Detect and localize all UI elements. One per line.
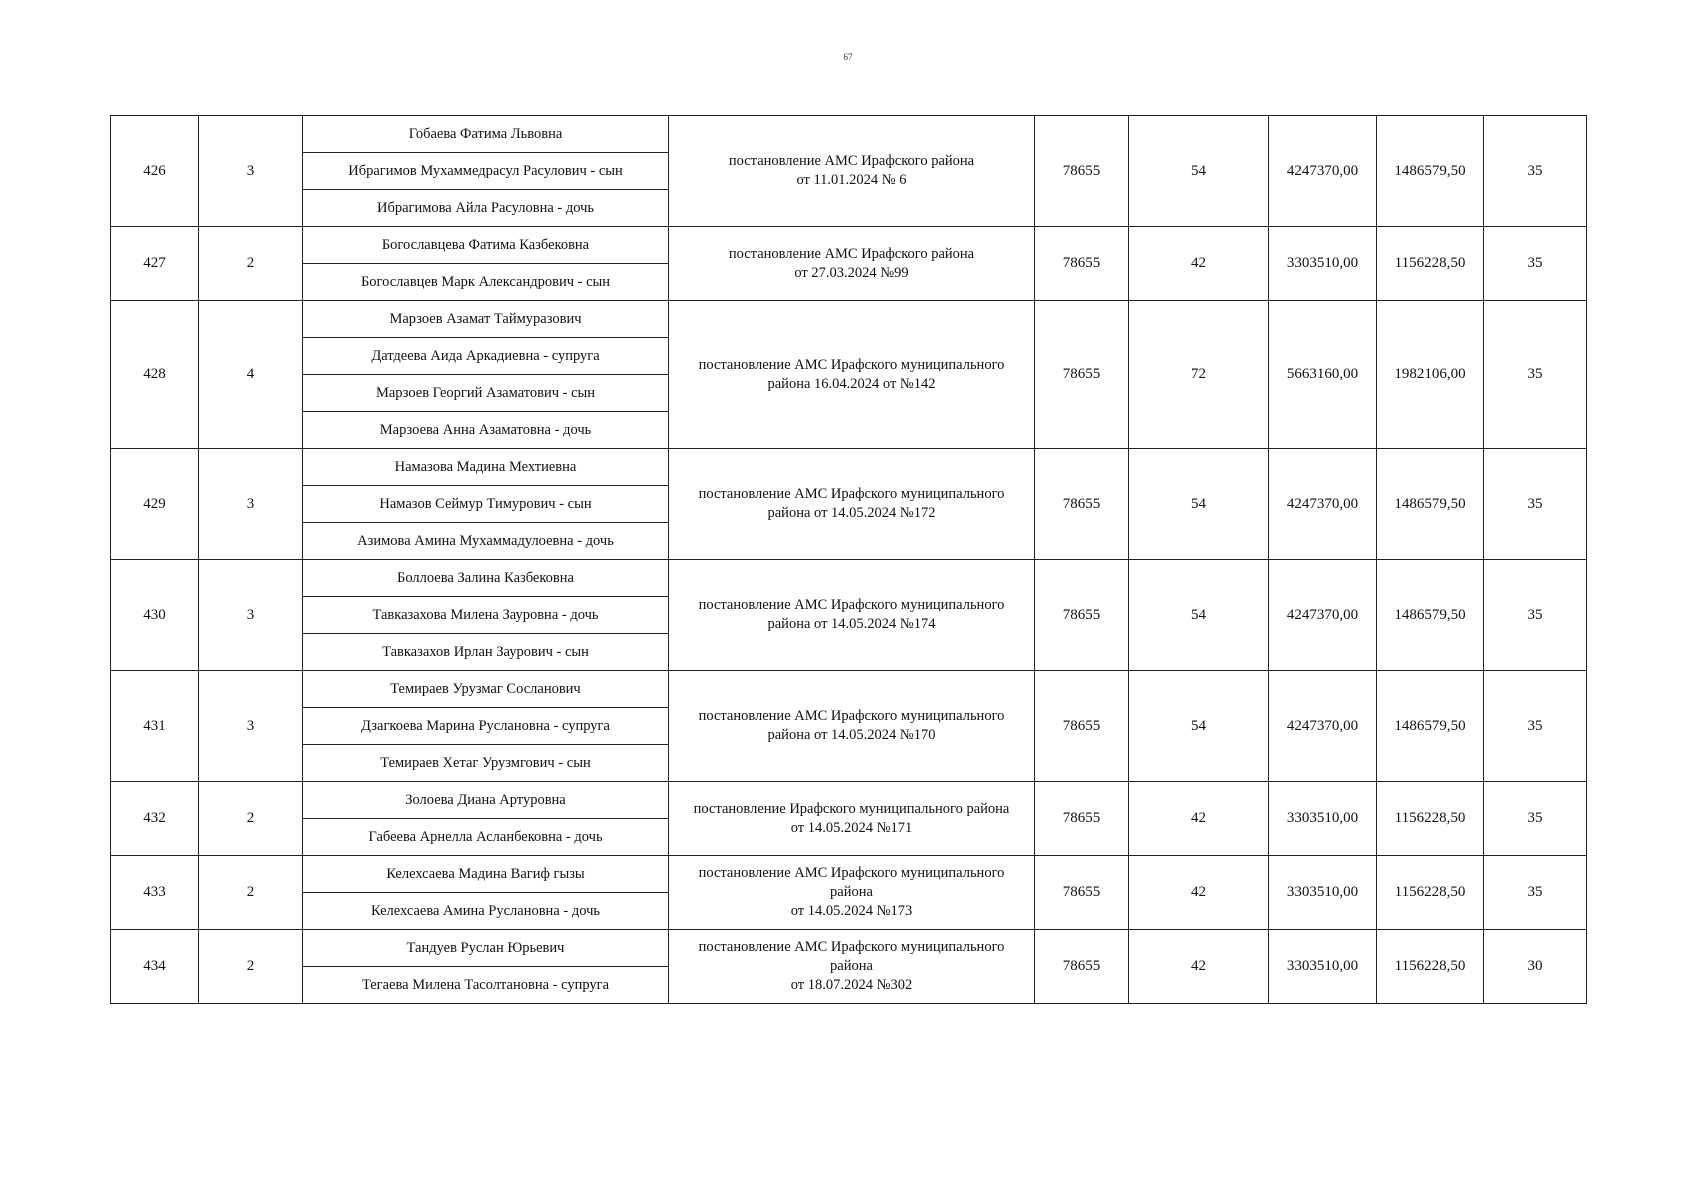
percent-cell: 35 — [1484, 227, 1587, 301]
norm-cost-cell: 78655 — [1035, 560, 1129, 671]
percent-cell: 30 — [1484, 930, 1587, 1004]
total-cost-cell: 3303510,00 — [1269, 856, 1377, 930]
family-size-cell: 3 — [199, 560, 303, 671]
registry-body — [111, 116, 1587, 1004]
page-number: 67 — [843, 52, 853, 62]
subsidy-cell: 1486579,50 — [1377, 560, 1484, 671]
area-cell: 42 — [1129, 930, 1269, 1004]
norm-cost-cell: 78655 — [1035, 782, 1129, 856]
percent-cell: 35 — [1484, 301, 1587, 449]
decree-cell: постановление АМС Ирафского района от 11.01.2024 № 6 — [669, 116, 1035, 227]
family-member-cell: Келехсаева Мадина Вагиф гызы — [303, 856, 669, 893]
family-member-cell: Ибрагимова Айла Расуловна - дочь — [303, 190, 669, 227]
area-cell: 42 — [1129, 227, 1269, 301]
row-number-cell: 433 — [111, 856, 199, 930]
percent-cell: 35 — [1484, 449, 1587, 560]
decree-cell: постановление АМС Ирафского муниципального района от 18.07.2024 №302 — [669, 930, 1035, 1004]
subsidy-cell: 1156228,50 — [1377, 856, 1484, 930]
row-number-cell: 434 — [111, 930, 199, 1004]
percent-cell: 35 — [1484, 856, 1587, 930]
row-number-cell: 431 — [111, 671, 199, 782]
table-row — [111, 301, 1587, 338]
table-row — [111, 671, 1587, 708]
total-cost-cell: 3303510,00 — [1269, 227, 1377, 301]
family-member-cell: Тавказахова Милена Зауровна - дочь — [303, 597, 669, 634]
percent-cell: 35 — [1484, 560, 1587, 671]
table-row — [111, 930, 1587, 967]
area-cell: 54 — [1129, 449, 1269, 560]
decree-cell: постановление АМС Ирафского муниципального района от 14.05.2024 №172 — [669, 449, 1035, 560]
table-row — [111, 116, 1587, 153]
subsidy-cell: 1156228,50 — [1377, 930, 1484, 1004]
family-member-cell: Азимова Амина Мухаммадулоевна - дочь — [303, 523, 669, 560]
decree-cell: постановление АМС Ирафского муниципального района 16.04.2024 от №142 — [669, 301, 1035, 449]
family-size-cell: 3 — [199, 671, 303, 782]
total-cost-cell: 4247370,00 — [1269, 449, 1377, 560]
percent-cell: 35 — [1484, 671, 1587, 782]
total-cost-cell: 3303510,00 — [1269, 782, 1377, 856]
subsidy-cell: 1156228,50 — [1377, 782, 1484, 856]
row-number-cell: 427 — [111, 227, 199, 301]
percent-cell: 35 — [1484, 116, 1587, 227]
family-size-cell: 2 — [199, 856, 303, 930]
family-member-cell: Тавказахов Ирлан Заурович - сын — [303, 634, 669, 671]
total-cost-cell: 4247370,00 — [1269, 560, 1377, 671]
subsidy-cell: 1486579,50 — [1377, 671, 1484, 782]
subsidy-cell: 1982106,00 — [1377, 301, 1484, 449]
row-number-cell: 429 — [111, 449, 199, 560]
family-size-cell: 3 — [199, 116, 303, 227]
family-size-cell: 2 — [199, 782, 303, 856]
family-member-cell: Дзагкоева Марина Руслановна - супруга — [303, 708, 669, 745]
family-member-cell: Тегаева Милена Тасолтановна - супруга — [303, 967, 669, 1004]
registry-table — [110, 115, 1587, 1004]
area-cell: 54 — [1129, 560, 1269, 671]
row-number-cell: 432 — [111, 782, 199, 856]
family-member-cell: Датдеева Аида Аркадиевна - супруга — [303, 338, 669, 375]
family-member-cell: Темираев Хетаг Урузмгович - сын — [303, 745, 669, 782]
table-row — [111, 560, 1587, 597]
row-number-cell: 428 — [111, 301, 199, 449]
total-cost-cell: 3303510,00 — [1269, 930, 1377, 1004]
family-member-cell: Габеева Арнелла Асланбековна - дочь — [303, 819, 669, 856]
decree-cell: постановление АМС Ирафского района от 27.03.2024 №99 — [669, 227, 1035, 301]
norm-cost-cell: 78655 — [1035, 930, 1129, 1004]
total-cost-cell: 5663160,00 — [1269, 301, 1377, 449]
decree-cell: постановление АМС Ирафского муниципального района от 14.05.2024 №174 — [669, 560, 1035, 671]
norm-cost-cell: 78655 — [1035, 227, 1129, 301]
family-member-cell: Гобаева Фатима Львовна — [303, 116, 669, 153]
family-member-cell: Боллоева Залина Казбековна — [303, 560, 669, 597]
family-size-cell: 4 — [199, 301, 303, 449]
table-row — [111, 856, 1587, 893]
row-number-cell: 430 — [111, 560, 199, 671]
family-member-cell: Ибрагимов Мухаммедрасул Расулович - сын — [303, 153, 669, 190]
norm-cost-cell: 78655 — [1035, 116, 1129, 227]
family-member-cell: Марзоев Азамат Таймуразович — [303, 301, 669, 338]
row-number-cell: 426 — [111, 116, 199, 227]
area-cell: 54 — [1129, 116, 1269, 227]
decree-cell: постановление АМС Ирафского муниципального района от 14.05.2024 №173 — [669, 856, 1035, 930]
total-cost-cell: 4247370,00 — [1269, 116, 1377, 227]
area-cell: 42 — [1129, 856, 1269, 930]
norm-cost-cell: 78655 — [1035, 856, 1129, 930]
family-member-cell: Марзоев Георгий Азаматович - сын — [303, 375, 669, 412]
family-size-cell: 2 — [199, 930, 303, 1004]
subsidy-cell: 1486579,50 — [1377, 449, 1484, 560]
percent-cell: 35 — [1484, 782, 1587, 856]
area-cell: 42 — [1129, 782, 1269, 856]
family-member-cell: Тандуев Руслан Юрьевич — [303, 930, 669, 967]
total-cost-cell: 4247370,00 — [1269, 671, 1377, 782]
family-member-cell: Богославцева Фатима Казбековна — [303, 227, 669, 264]
decree-cell: постановление АМС Ирафского муниципального района от 14.05.2024 №170 — [669, 671, 1035, 782]
family-member-cell: Марзоева Анна Азаматовна - дочь — [303, 412, 669, 449]
subsidy-cell: 1156228,50 — [1377, 227, 1484, 301]
family-member-cell: Богославцев Марк Александрович - сын — [303, 264, 669, 301]
norm-cost-cell: 78655 — [1035, 301, 1129, 449]
table-row — [111, 227, 1587, 264]
table-row — [111, 782, 1587, 819]
family-member-cell: Темираев Урузмаг Сосланович — [303, 671, 669, 708]
family-member-cell: Золоева Диана Артуровна — [303, 782, 669, 819]
family-size-cell: 2 — [199, 227, 303, 301]
subsidy-cell: 1486579,50 — [1377, 116, 1484, 227]
family-member-cell: Намазов Сеймур Тимурович - сын — [303, 486, 669, 523]
family-member-cell: Намазова Мадина Мехтиевна — [303, 449, 669, 486]
family-size-cell: 3 — [199, 449, 303, 560]
norm-cost-cell: 78655 — [1035, 671, 1129, 782]
norm-cost-cell: 78655 — [1035, 449, 1129, 560]
area-cell: 72 — [1129, 301, 1269, 449]
family-member-cell: Келехсаева Амина Руслановна - дочь — [303, 893, 669, 930]
decree-cell: постановление Ирафского муниципального района от 14.05.2024 №171 — [669, 782, 1035, 856]
area-cell: 54 — [1129, 671, 1269, 782]
table-row — [111, 449, 1587, 486]
